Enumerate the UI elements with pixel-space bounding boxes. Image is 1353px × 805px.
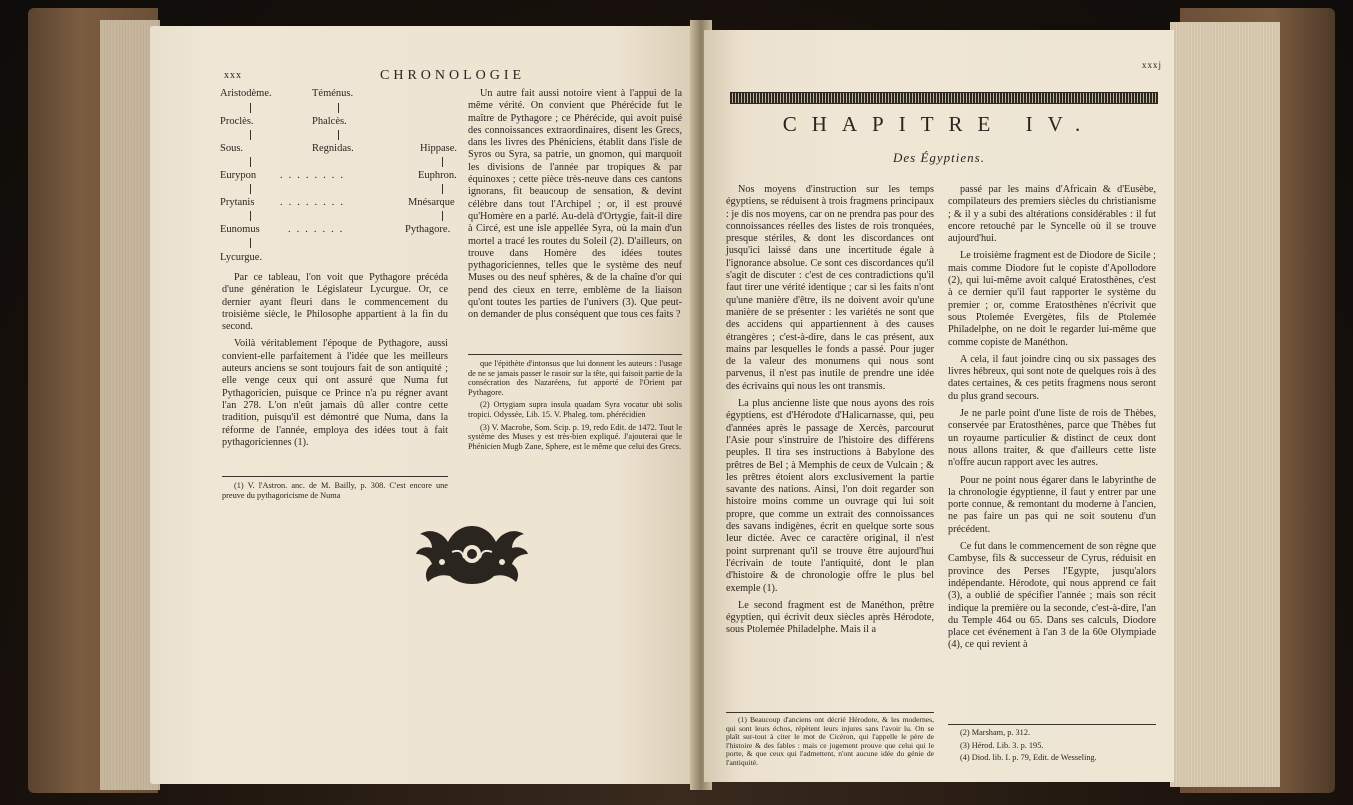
paragraph: A cela, il faut joindre cinq ou six passages des livres hébreux, qui sont note de quelques rois à des dates certaines, & ces petits fragmens nous seront du plus grand secours. [948,353,1156,402]
genealogy-name: Proclès. [220,116,254,127]
genealogy-name: Prytanis [220,197,255,208]
footnote: que l'épithète d'intonsus que lui donnent les auteurs : l'usage de ne se jamais passer le rasoir sur la tête, qui faisoit partie de la consécration des Nazaréens, fut apporté de l'Orient par Pythagore. [468,359,682,397]
left-page-footnotes-2 [468,359,682,454]
chapter-title: CHAPITRE IV. [782,112,1096,136]
paragraph: Un autre fait aussi notoire vient à l'appui de la même vérité. On convient que Phérécide fut le maître de Pythagore ; ce Phérécide, qui avoit puisé des connoissances extraordinaires, disent les Grecs, dans les livres des Phéniciens, établit dans l'isle de Syros ou Syra, sa patrie, un gnomon, qui marquoit les divisions de l'année par tropiques & par équinoxes ; cette pièce très-neuve dans ces cantons ignorans, fit beaucoup de sensation, & devint célèbre dans tout l'Archipel ; or, il est prouvé qu'Homère en a parlé. Au-delà d'Ortygie, fait-il dire à Circé, est une isle appellée Syra, où la main d'un mortel a tracé les routes du Soleil (2). D'ailleurs, on trouve dans Homère des idées toutes pythagoriciennes, telles que le système des neuf Muses ou des neuf sphères, & de la chaîne d'or qui pend des cieux en terre, emblème de la liaison qu'ont toutes les parties de l'univers (3). Que peut-on demander de plus conséquent que tous ces faits ? [468,88,682,321]
left-page [150,26,698,784]
paragraph: La plus ancienne liste que nous ayons des rois égyptiens, est d'Hérodote d'Halicarnasse, qui, peu d'années après le passage de Xercès, parcourut l'Asie pour s'instruire de l'histoire des différens peuples. Il tira ses instructions à Babylone des prêtres de Bel ; à Memphis de ceux de Vulcain ; & les prêtres étoient alors exclusivement la partie savante des nations. Ainsi, l'on doit regarder son histoire moins comme un ouvrage qui lui soit propre, que comme un extrait des connoissances des savans indigènes, écrit en quelque sorte sous leur dictée. Avec ce caractère original, il n'est point surprenant qu'il se trouve être aujourd'hui l'écrivain de toute l'antiquité, dont le plan d'histoire & de chronologie offre le plus bel exemple (1). [726,398,934,594]
genealogy-table: Aristodème. Téménus. Proclès. Phalcès. Sous. Regnidas. Hippase. Eurypon ........ Euphron. Prytanis ........ Mnésarque Eunomus ....... Pythagore. Lycurgue. [220,88,458,263]
left-page-column-2 [468,88,682,327]
running-title: CHRONOLOGIE [380,68,526,83]
paragraph: Pour ne point nous égarer dans le labyrinthe de la chronologie égyptienne, il faut y entrer par une porte connue, & remontant du moderne à l'ancien, ne pas faire un pas qui ne soit soutenu d'un précédent. [948,474,1156,535]
footnote: (3) V. Macrobe, Som. Scip. p. 19, redo Edit. de 1472. Tout le système des Muses y est très-bien expliqué. J'ajouterai que le Phénicien Mugb Zane, Sphere, est le même que celui des Grecs. [468,422,682,451]
genealogy-name: Téménus. [312,88,354,99]
paragraph: Ce fut dans le commencement de son règne que Cambyse, fils & successeur de Cyrus, réduisit en province des Perses l'Egypte, jusqu'alors indépendante. Hérodote, qui nous apprend ce fait (3), a oublié de spécifier l'année ; mais son récit indique la première ou la seconde, c'est-à-dire, l'an du Temple 464 ou 65. Dans ses calculs, Diodore place cet événement à l'an 3 de la 60e Olympiade (4), ce qui revient à [948,541,1156,651]
footnote: (3) Hérod. Lib. 3. p. 195. [960,740,1044,750]
genealogy-name: Eurypon [220,170,257,181]
footnote: (1) V. l'Astron. anc. de M. Bailly, p. 308. C'est encore une preuve du pythagoricisme de Numa [222,481,448,500]
page-number-right: xxxj [1142,60,1163,70]
footnote: (2) Marsham, p. 312. [960,728,1031,737]
paragraph: Par ce tableau, l'on voit que Pythagore précéda d'une génération le Législateur Lycurgue. Or, ce dernier ayant fleuri dans le commencement du troisième siècle, le Philosophe appartient à la fin du second. [222,272,448,333]
right-page-footnotes-2 [948,728,1156,766]
genealogy-name: Hippase. [420,143,458,154]
genealogy-name: Eunomus [220,224,260,235]
right-page-footnote-1 [726,716,934,771]
paragraph: Je ne parle point d'une liste de rois de Thèbes, conservée par Eratosthènes, parce que Thèbes fut un royaume particulier & distinct de ceux dont nous allons traiter, & que d'ailleurs cette liste n'offre aucun rapport avec les autres. [948,408,1156,469]
genealogy-name: Phalcès. [312,116,347,127]
genealogy-name: Lycurgue. [220,252,263,263]
paragraph: Le second fragment est de Manéthon, prêtre égyptien, qui écrivit deux siècles après Hérodote, sous Ptolemée Philadelphe. Mais il a [726,599,934,636]
decorative-band [730,92,1158,104]
genealogy-name: Pythagore. [405,224,451,235]
left-page-column-1 [222,272,448,454]
genealogy-name: Sous. [220,143,244,154]
right-page-column-1 [726,184,934,642]
genealogy-name: Euphron. [418,170,457,181]
genealogy-name: Aristodème. [220,88,272,99]
paragraph: Le troisième fragment est de Diodore de Sicile ; mais comme Diodore fut le copiste d'Apollodore (2), qui lui-même avoit calqué Eratosthènes, c'est à ce dernier qu'il faut rapporter le système du premier ; or, comme Eratosthènes n'écrivit que sous Ptolemée Evergètes, fils de Ptolemée Philadelphe, on ne doit le regarder lui-même que comme copiste de Manéthon. [948,250,1156,348]
chapter-subtitle: Des Égyptiens. [893,150,985,165]
page-number-left: xxx [224,70,242,81]
right-page-column-2 [948,184,1156,657]
left-page-footnote-1 [222,481,448,503]
genealogy-name: Regnidas. [312,143,354,154]
paragraph: passé par les mains d'Africain & d'Eusèbe, compilateurs des premiers siècles du christianisme ; & il y a subi des altérations considérables : il fut encore retouché par le Syncelle où il se trouve aujourd'hui. [948,184,1156,245]
paragraph: Nos moyens d'instruction sur les temps égyptiens, se réduisent à trois fragmens principaux : je dis nos moyens, car on ne prendra pas pour des connoissances réelles des listes de rois tronquées, presque stériles, & dont les discordances ont jusqu'ici laissé dans une incertitude égale à l'ignorance absolue. Ce sont ces discordances qu'il s'agit de discuter : c'est de ces contradictions qu'il faut tirer une vérité identique ; car si les faits n'ont qu'une manière d'être, ils ne doivent avoir qu'une manière de se présenter : les variétés ne sont que des accidens qui appartiennent à des causes étrangères ; c'est-à-dire, dans le cas présent, aux mains par lesquelles le fonds a passé. Pour juger de la valeur des monumens qui nous sont parvenus, il n'est pas inutile de prendre une idée des écrivains qui nous les ont transmis. [726,184,934,392]
footnote: (2) Ortygiam supra insula quadam Syra vocatur ubi solis tropici. Odyssée, Lib. 15. V. Phaleg. tom. phérécidien [468,400,682,419]
right-page-edges [1170,22,1280,787]
genealogy-name: Mnésarque [408,197,455,208]
footnote: (4) Diod. lib. I. p. 79, Edit. de Wesseling. [960,753,1097,763]
paragraph: Voilà véritablement l'époque de Pythagore, aussi convient-elle parfaitement à l'idée que les meilleurs auteurs anciens se sont toujours fait de son antiquité ; elle venge ceux qui ont assuré que Numa fut Pythagoricien, puisque ce Prince n'a pu régner avant l'an 278. L'on n'eût jamais dû aller contre cette tradition, puisqu'il est démontré que Numa, dans la réforme de l'année, employa des idées tout à fait pythagoriciennes (1). [222,338,448,448]
footnote: (1) Beaucoup d'anciens ont décrié Hérodote, & les modernes, qui sont leurs échos, répètent leurs injures sans l'avoir lu. On se plaît sur-tout à citer le mot de Cicéron, qui l'appelle le père de l'histoire & des fables : mais ce jugement prouve que celui qui le porte, & que ceux qui l'admettent, n'ont aucune idée du génie de l'antiquité. [726,715,934,767]
decorative-ornament-icon [412,522,532,586]
